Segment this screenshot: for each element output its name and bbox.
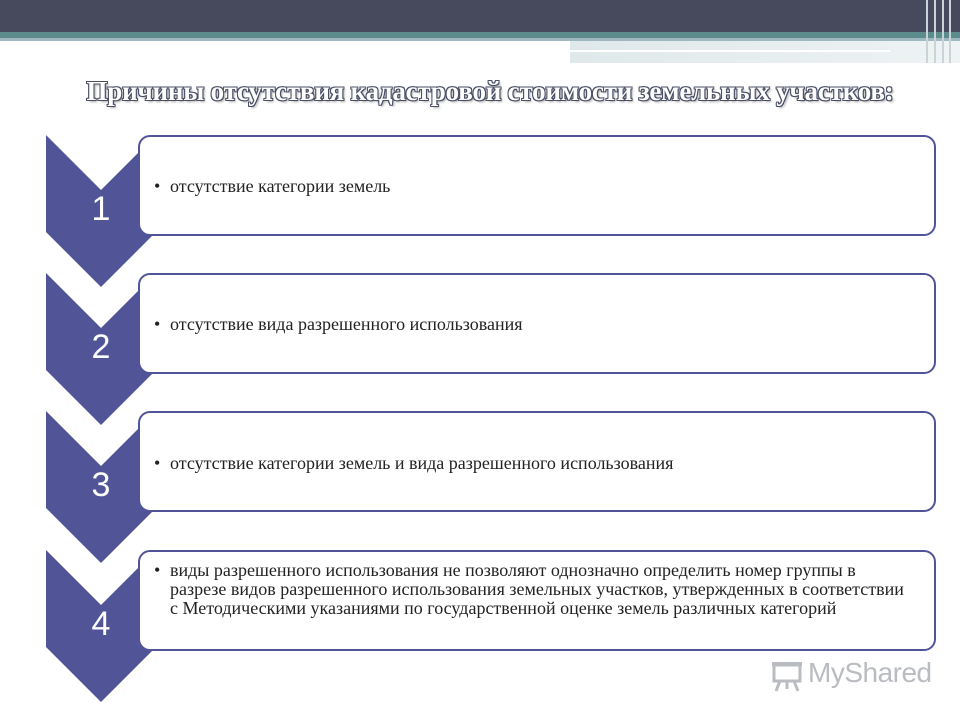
bullet: • bbox=[154, 314, 161, 334]
watermark-logo bbox=[770, 655, 940, 695]
item-text-3: отсутствие категории земель и вида разрешенного использования bbox=[170, 453, 674, 473]
item-box-4 bbox=[138, 550, 936, 651]
presentation-icon bbox=[770, 659, 804, 693]
item-box-3 bbox=[138, 411, 936, 512]
item-number-3: 3 bbox=[91, 466, 111, 504]
bullet: • bbox=[154, 176, 161, 196]
top-fade-band bbox=[570, 41, 960, 63]
item-text-4: виды разрешенного использования не позволяют однозначно определить номер группы в разрезе видов разрешенного использования земельных участков, утвержденных в соответствии с Методическими указаниями по государственной оценке земель различных категорий bbox=[170, 560, 904, 618]
item-number-4: 4 bbox=[91, 605, 111, 643]
watermark-text: MyShared bbox=[808, 657, 932, 688]
item-text-1: отсутствие категории земель bbox=[170, 176, 391, 196]
item-number-1: 1 bbox=[91, 190, 111, 228]
bullet: • bbox=[154, 453, 161, 473]
item-box-1 bbox=[138, 135, 936, 236]
decorative-vertical-lines bbox=[926, 0, 952, 63]
top-bar bbox=[0, 0, 960, 32]
bullet: • bbox=[154, 560, 161, 580]
item-text-2: отсутствие вида разрешенного использования bbox=[170, 314, 523, 334]
item-number-2: 2 bbox=[91, 328, 111, 366]
item-box-2 bbox=[138, 273, 936, 374]
fade-divider bbox=[570, 50, 890, 52]
slide-title: Причины отсутствия кадастровой стоимости земельных участков: bbox=[86, 76, 894, 106]
